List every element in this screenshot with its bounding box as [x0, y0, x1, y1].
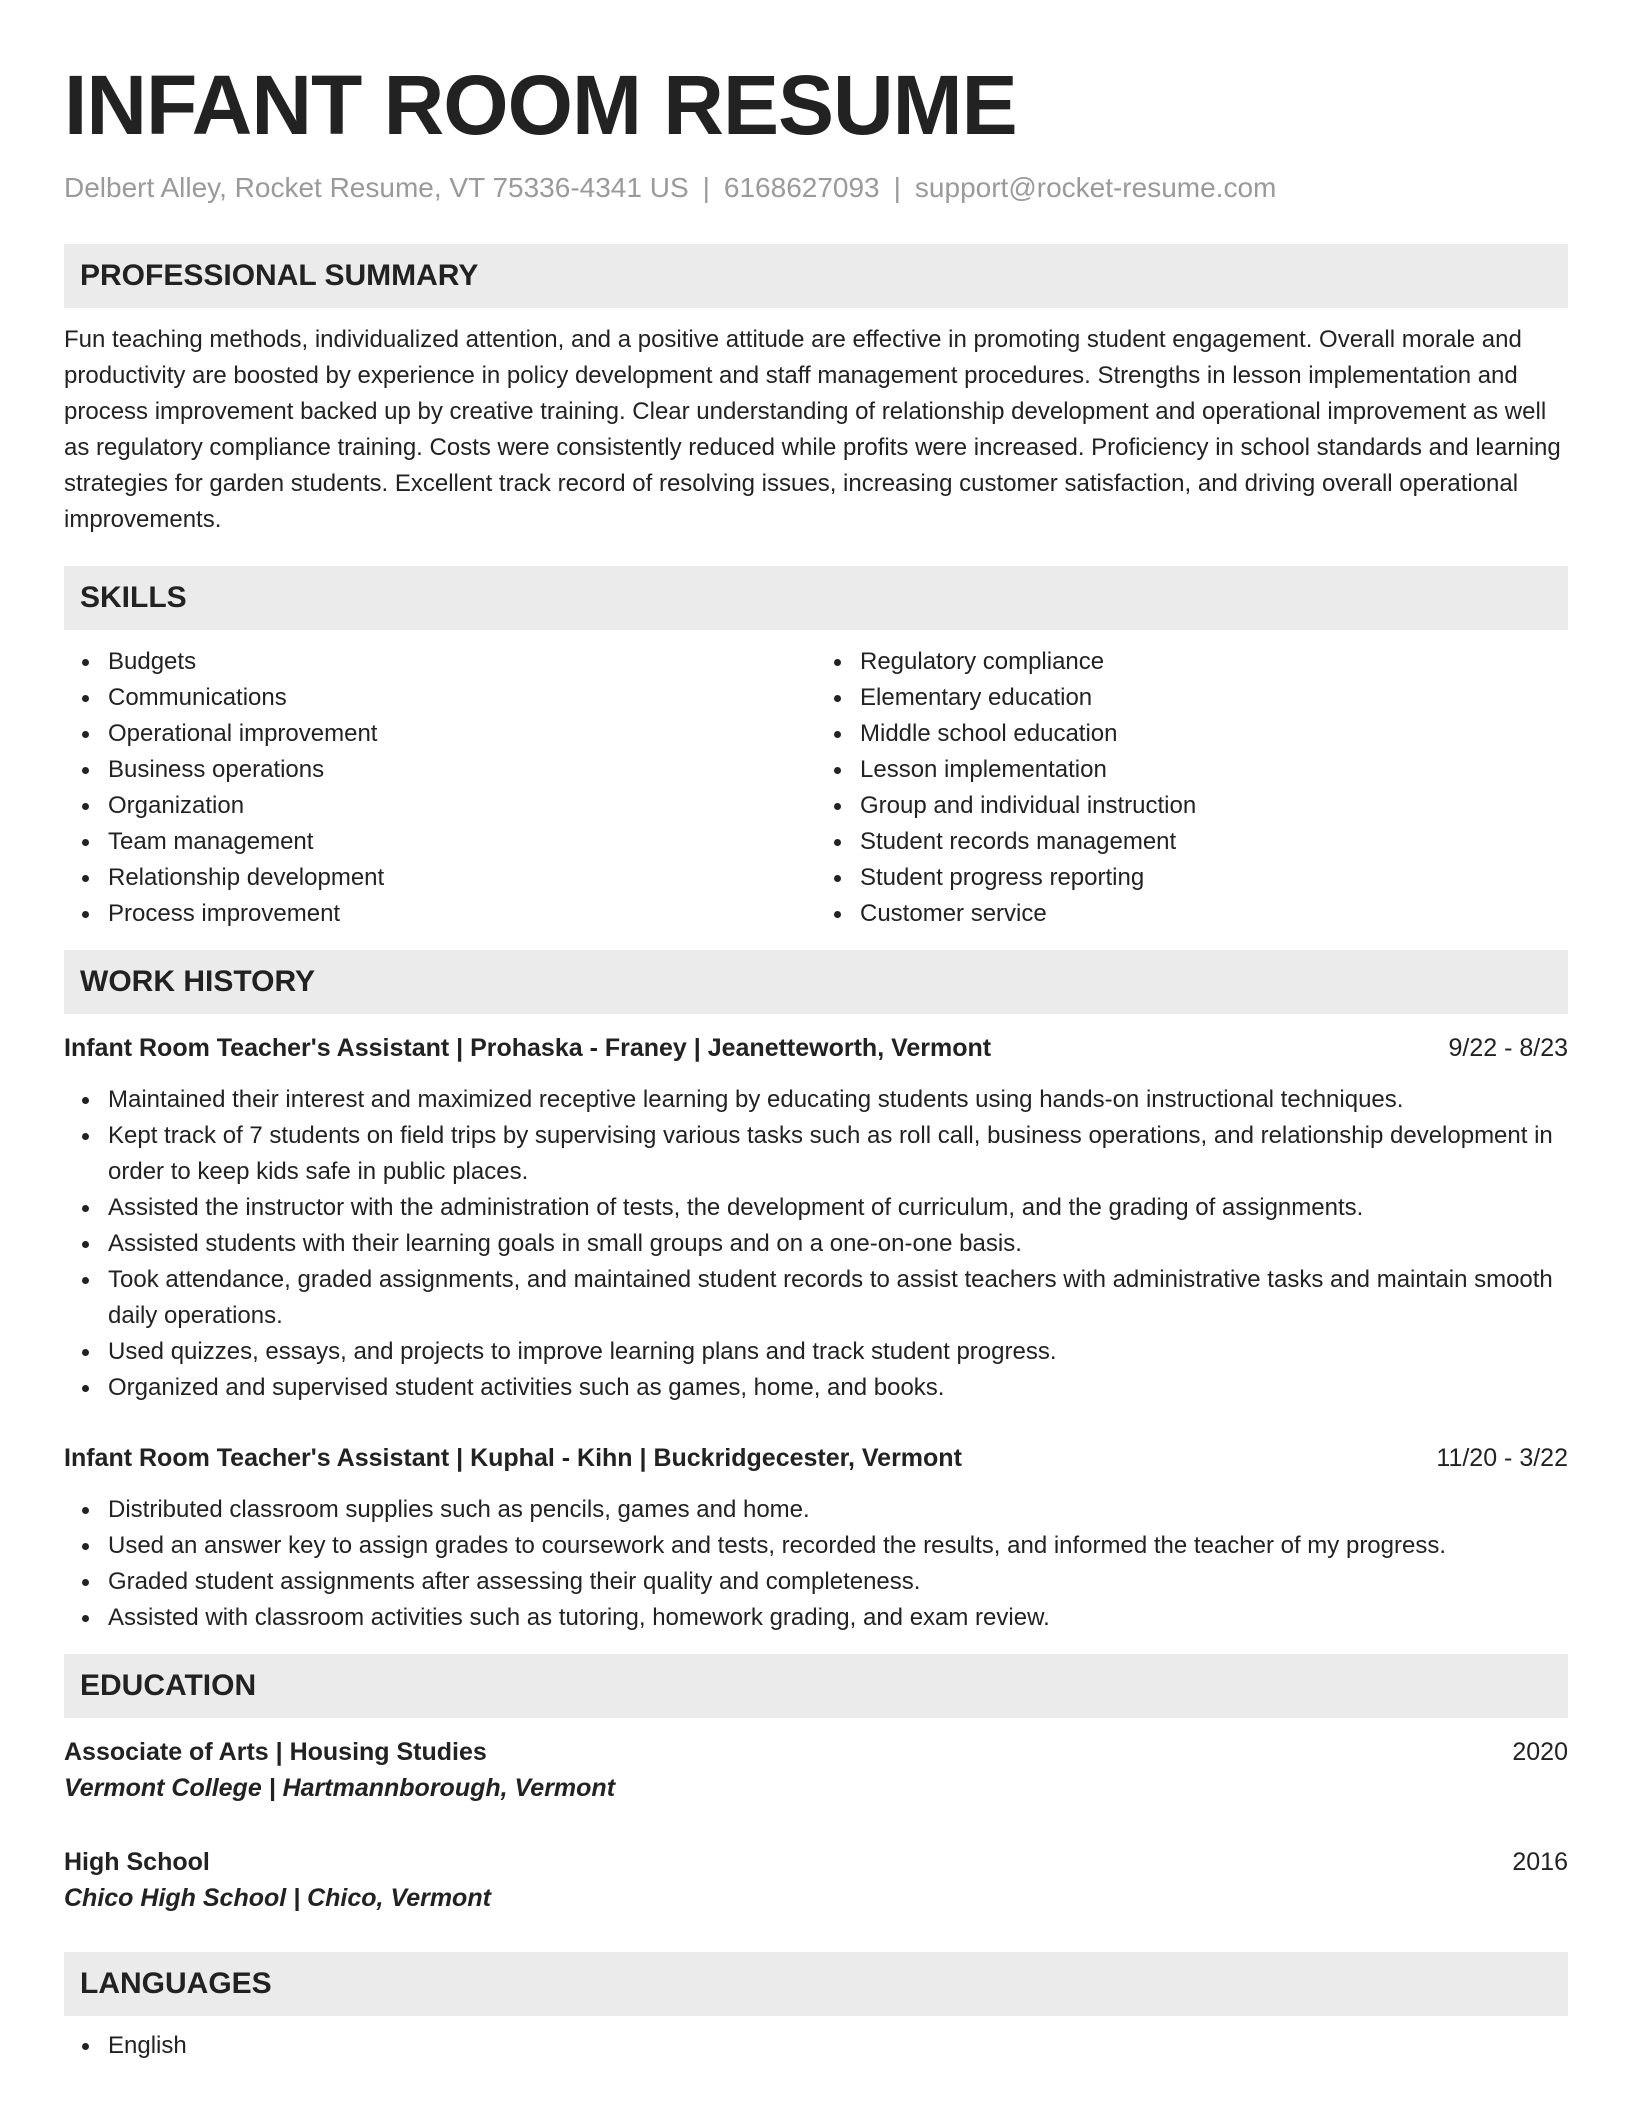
- job-duty: Assisted students with their learning goals in small groups and on a one-on-one basis.: [108, 1226, 1568, 1262]
- education-header: [64, 1844, 1568, 1880]
- job-duties-list: [64, 1082, 1568, 1406]
- skill-item: Student records management: [860, 824, 1568, 860]
- job-duties-list: [64, 1492, 1568, 1636]
- job-duty: Maintained their interest and maximized receptive learning by educating students using hands-on instructional techniques.: [108, 1082, 1568, 1118]
- skills-grid: [64, 644, 1568, 932]
- job-duty: Kept track of 7 students on field trips by supervising various tasks such as roll call, business operations, and relationship development in order to keep kids safe in public places.: [108, 1118, 1568, 1190]
- education-header: [64, 1734, 1568, 1770]
- job-title: Infant Room Teacher's Assistant | Kuphal - Kihn | Buckridgecester, Vermont: [64, 1444, 962, 1472]
- job-entry: [64, 1440, 1568, 1636]
- job-header: [64, 1440, 1568, 1476]
- skill-item: Regulatory compliance: [860, 644, 1568, 680]
- language-item: English: [108, 2028, 1568, 2064]
- contact-phone: 6168627093: [723, 172, 880, 203]
- contact-separator: |: [702, 172, 710, 203]
- education-year: 2016: [1512, 1848, 1568, 1876]
- job-duty: Graded student assignments after assessing their quality and completeness.: [108, 1564, 1568, 1600]
- education-degree: High School: [64, 1848, 210, 1876]
- skill-item: Organization: [108, 788, 816, 824]
- skill-item: Elementary education: [860, 680, 1568, 716]
- contact-separator: |: [893, 172, 901, 203]
- skill-item: Student progress reporting: [860, 860, 1568, 896]
- job-entry: [64, 1030, 1568, 1406]
- job-duty: Took attendance, graded assignments, and maintained student records to assist teachers with administrative tasks and maintain smooth daily operations.: [108, 1262, 1568, 1334]
- skill-item: Business operations: [108, 752, 816, 788]
- section-heading-summary: PROFESSIONAL SUMMARY: [64, 244, 1568, 308]
- contact-line: [64, 170, 1568, 206]
- education-entry: [64, 1734, 1568, 1806]
- contact-email: support@rocket-resume.com: [914, 172, 1277, 203]
- job-duty: Assisted with classroom activities such as tutoring, homework grading, and exam review.: [108, 1600, 1568, 1636]
- section-heading-languages: LANGUAGES: [64, 1952, 1568, 2016]
- job-title: Infant Room Teacher's Assistant | Prohaska - Franey | Jeanetteworth, Vermont: [64, 1034, 992, 1062]
- job-dates: 11/20 - 3/22: [1436, 1444, 1568, 1472]
- education-entry: [64, 1844, 1568, 1916]
- skill-item: Team management: [108, 824, 816, 860]
- job-duty: Used an answer key to assign grades to coursework and tests, recorded the results, and informed the teacher of my progress.: [108, 1528, 1568, 1564]
- section-heading-work-history: WORK HISTORY: [64, 950, 1568, 1014]
- languages-list: [64, 2028, 1568, 2064]
- section-heading-education: EDUCATION: [64, 1654, 1568, 1718]
- job-duty: Assisted the instructor with the administration of tests, the development of curriculum, and the grading of assignments.: [108, 1190, 1568, 1226]
- education-degree: Associate of Arts | Housing Studies: [64, 1738, 487, 1766]
- skill-item: Lesson implementation: [860, 752, 1568, 788]
- education-year: 2020: [1512, 1738, 1568, 1766]
- contact-address: Delbert Alley, Rocket Resume, VT 75336-4341 US: [64, 172, 689, 203]
- job-duty: Organized and supervised student activities such as games, home, and books.: [108, 1370, 1568, 1406]
- skills-list-right: [816, 644, 1568, 932]
- section-heading-skills: SKILLS: [64, 566, 1568, 630]
- skill-item: Communications: [108, 680, 816, 716]
- job-header: [64, 1030, 1568, 1066]
- skill-item: Middle school education: [860, 716, 1568, 752]
- skill-item: Group and individual instruction: [860, 788, 1568, 824]
- job-dates: 9/22 - 8/23: [1448, 1034, 1568, 1062]
- skills-list-left: [64, 644, 816, 932]
- skill-item: Relationship development: [108, 860, 816, 896]
- skill-item: Operational improvement: [108, 716, 816, 752]
- job-duty: Distributed classroom supplies such as pencils, games and home.: [108, 1492, 1568, 1528]
- education-school: Vermont College | Hartmannborough, Vermont: [64, 1774, 616, 1802]
- skill-item: Process improvement: [108, 896, 816, 932]
- summary-text: Fun teaching methods, individualized attention, and a positive attitude are effective in promoting student engagement. Overall morale and productivity are boosted by experience in policy development and staff management procedures. Strengths in lesson implementation and process improvement backed up by creative training. Clear understanding of relationship development and operational improvement as well as regulatory compliance training. Costs were consistently reduced while profits were increased. Proficiency in school standards and learning strategies for garden students. Excellent track record of resolving issues, increasing customer satisfaction, and driving overall operational improvements.: [64, 326, 1561, 533]
- resume-title: INFANT ROOM RESUME: [64, 58, 1017, 152]
- skill-item: Budgets: [108, 644, 816, 680]
- education-school: Chico High School | Chico, Vermont: [64, 1884, 491, 1912]
- job-duty: Used quizzes, essays, and projects to improve learning plans and track student progress.: [108, 1334, 1568, 1370]
- skill-item: Customer service: [860, 896, 1568, 932]
